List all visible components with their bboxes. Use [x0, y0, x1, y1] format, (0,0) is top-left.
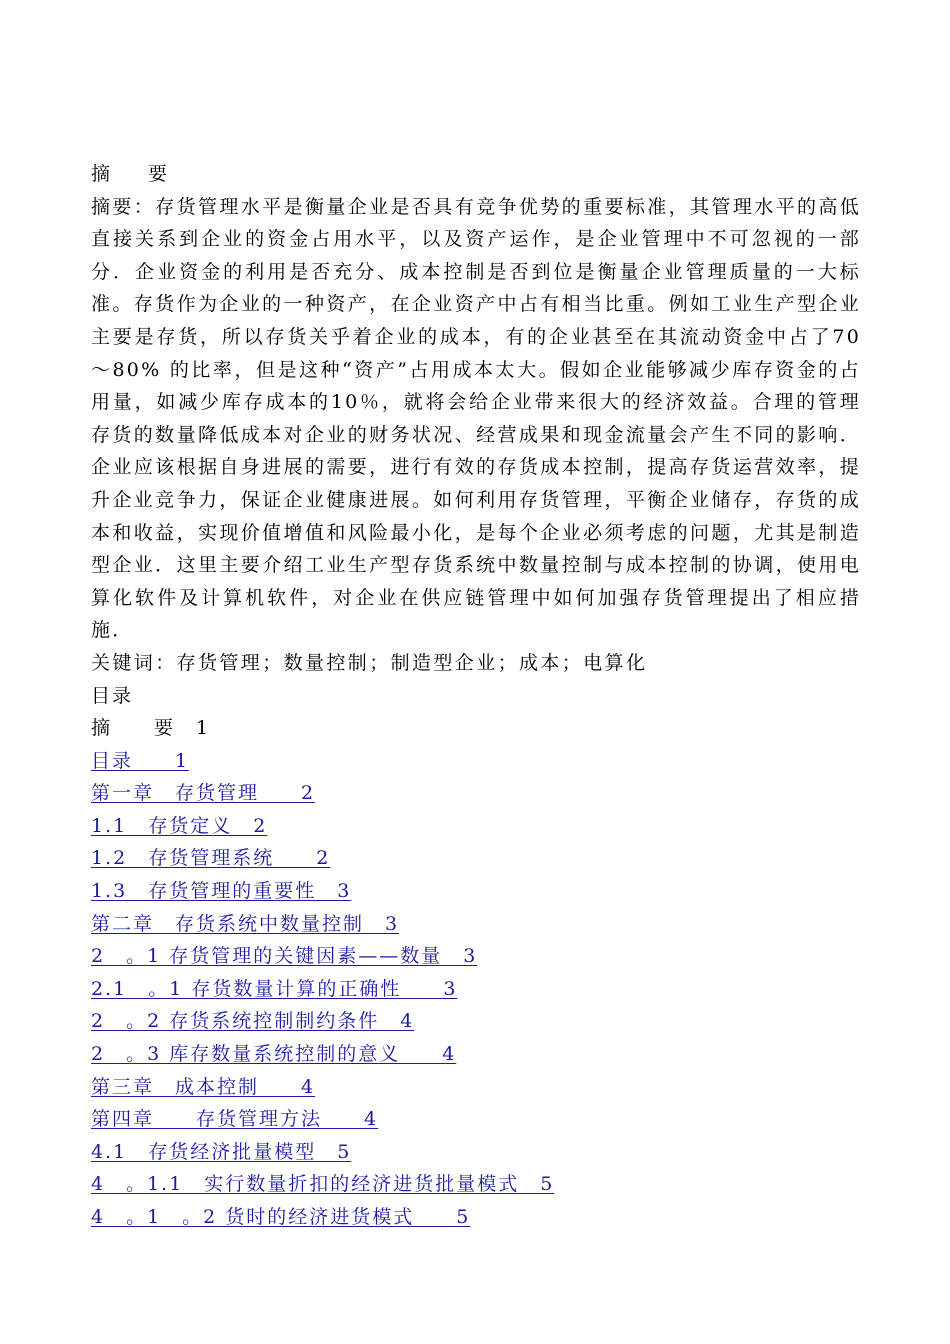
toc-link[interactable]: 目录 1	[91, 749, 190, 772]
toc-link[interactable]: 4 。1 。2 货时的经济进货模式 5	[91, 1206, 471, 1228]
toc-link[interactable]: 1.1 存货定义 2	[91, 814, 268, 837]
abstract-heading: 摘 要	[91, 163, 168, 185]
toc-title: 目录	[91, 684, 134, 707]
toc-link[interactable]: 第二章 存货系统中数量控制 3	[91, 912, 400, 935]
keywords-line: 关键词：存货管理；数量控制；制造型企业；成本；电算化	[91, 651, 648, 674]
abstract-body: 摘要：存货管理水平是衡量企业是否具有竞争优势的重要标准，其管理水平的高低直接关系到企业的资金占用水平，以及资产运作，是企业管理中不可忽视的一部分．企业资金的利用是否充分、成本控制是否到位是衡量企业管理质量的一大标准。存货作为企业的一种资产，在企业资产中占有相当比重。例如工业生产型企业主要是存货，所以存货关乎着企业的成本，有的企业甚至在其流动资金中占了70～80% 的比率，但是这种“资产”占用成本太大。假如企业能够减少库存资金的占用量，如减少库存成本的10％，就将会给企业带来很大的经济效益。合理的管理存货的数量降低成本对企业的财务状况、经营成果和现金流量会产生不同的影响．企业应该根据自身进展的需要，进行有效的存货成本控制，提高存货运营效率，提升企业竞争力，保证企业健康进展。如何利用存货管理，平衡企业储存，存货的成本和收益，实现价值增值和风险最小化，是每个企业必须考虑的问题，尤其是制造型企业．这里主要介绍工业生产型存货系统中数量控制与成本控制的协调，使用电算化软件及计算机软件，对企业在供应链管理中如何加强存货管理提出了相应措施．	[91, 195, 861, 642]
toc-link[interactable]: 1.3 存货管理的重要性 3	[91, 880, 352, 903]
document-page	[91, 158, 861, 1234]
toc-link[interactable]: 2 。2 存货系统控制制约条件 4	[91, 1010, 415, 1033]
toc-link[interactable]: 第三章 成本控制 4	[91, 1075, 316, 1098]
toc-list	[91, 745, 861, 1234]
toc-link[interactable]: 4 。1.1 实行数量折扣的经济进货批量模式 5	[91, 1173, 555, 1196]
toc-link[interactable]: 2 。3 库存数量系统控制的意义 4	[91, 1043, 457, 1066]
toc-link[interactable]: 4.1 存货经济批量模型 5	[91, 1140, 352, 1163]
toc-link[interactable]: 1.2 存货管理系统 2	[91, 847, 331, 870]
toc-link[interactable]: 第四章 存货管理方法 4	[91, 1108, 379, 1131]
toc-link[interactable]: 2.1 。1 存货数量计算的正确性 3	[91, 977, 458, 1000]
toc-entry-abstract: 摘 要 1	[91, 717, 211, 740]
toc-link[interactable]: 2 。1 存货管理的关键因素——数量 3	[91, 945, 478, 968]
toc-link[interactable]: 第一章 存货管理 2	[91, 782, 316, 805]
